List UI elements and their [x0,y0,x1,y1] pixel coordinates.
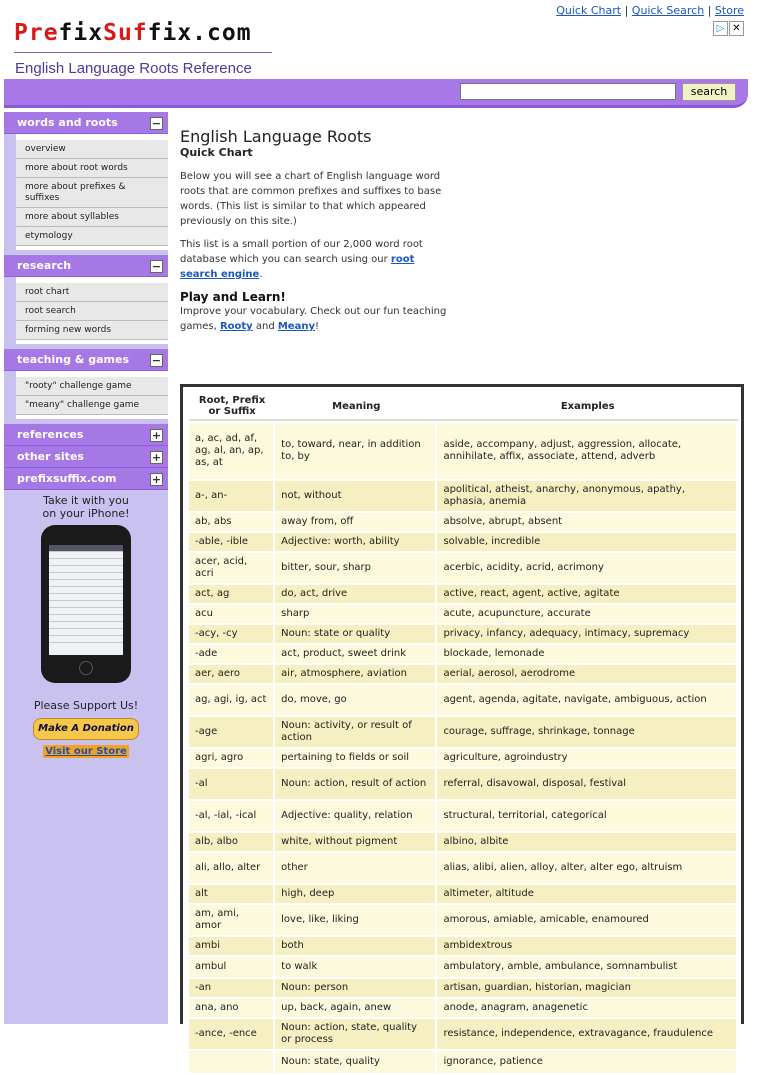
database-paragraph [180,237,452,282]
root-cell: -able, -ible [189,533,275,551]
sidebar-section-title: references [17,428,84,441]
logo-prefix-rest: fix [58,20,104,46]
root-cell: a, ac, ad, af, ag, al, an, ap, as, at [189,423,275,479]
play-and-learn-heading: Play and Learn! [180,290,286,304]
root-cell: agri, agro [189,749,275,767]
meaning-cell: high, deep [275,885,437,903]
sidebar-section-header[interactable] [4,349,168,371]
root-cell: ag, agi, ig, act [189,685,275,715]
table-row [189,481,738,511]
promo-line2: on your iPhone! [42,507,130,520]
root-cell: -acy, -cy [189,625,275,643]
sidebar-section-title: teaching & games [17,353,129,366]
search-input[interactable] [460,83,676,100]
search-button[interactable]: search [682,83,736,101]
sidebar-item[interactable]: root search [16,302,168,321]
meaning-cell: to, toward, near, in addition to, by [275,423,437,479]
site-tagline: English Language Roots Reference [15,60,252,77]
meaning-cell: Noun: activity, or result of action [275,717,437,747]
collapse-icon[interactable]: − [151,354,162,367]
screen-row [49,636,123,643]
examples-cell: apolitical, atheist, anarchy, anonymous, apathy, aphasia, anemia [437,481,738,511]
expand-icon[interactable]: + [151,473,162,486]
expand-icon[interactable]: + [151,429,162,442]
root-cell: -al [189,769,275,799]
root-cell: ambul [189,957,275,977]
root-cell: -ance, -ence [189,1019,275,1049]
meaning-cell: air, atmosphere, aviation [275,665,437,683]
rooty-link[interactable]: Rooty [219,321,253,332]
separator: | [624,4,629,17]
close-icon[interactable]: ✕ [729,21,744,36]
meaning-cell: Noun: action, state, quality or process [275,1019,437,1049]
roots-table [189,391,738,1075]
column-header: Meaning [275,393,437,421]
examples-cell: agriculture, agroindustry [437,749,738,767]
site-logo[interactable] [14,20,252,46]
text: and [252,321,278,332]
meaning-cell: to walk [275,957,437,977]
meaning-cell: white, without pigment [275,833,437,851]
roots-chart [180,384,744,1067]
meaning-cell: up, back, again, anew [275,999,437,1017]
root-cell: -al, -ial, -ical [189,801,275,831]
examples-cell: courage, suffrage, shrinkage, tonnage [437,717,738,747]
screen-row [49,566,123,573]
examples-cell: ambulatory, amble, ambulance, somnambulist [437,957,738,977]
examples-cell: amorous, amiable, amicable, enamoured [437,905,738,935]
visit-store-button[interactable]: Visit our Store [43,745,129,758]
examples-cell: aside, accompany, adjust, aggression, allocate, annihilate, affix, associate, attend, adverb [437,423,738,479]
examples-cell: alias, alibi, alien, alloy, alter, alter ego, altruism [437,853,738,883]
sidebar [4,112,168,1024]
ad-info-icon[interactable]: ▷ [713,21,728,36]
sidebar-item[interactable]: more about prefixes & suffixes [16,178,168,208]
meaning-cell: Noun: action, result of action [275,769,437,799]
meaning-cell: other [275,853,437,883]
root-cell: ana, ano [189,999,275,1017]
table-row [189,533,738,551]
meaning-cell: Adjective: worth, ability [275,533,437,551]
iphone-screen [49,545,123,655]
table-row [189,885,738,903]
table-row [189,423,738,479]
promo-line1: Take it with you [43,494,129,507]
table-row [189,513,738,531]
screen-row [49,552,123,559]
iphone-image[interactable] [41,525,131,683]
sidebar-section-header[interactable] [4,446,168,468]
root-cell: ab, abs [189,513,275,531]
meaning-cell: sharp [275,605,437,623]
root-cell: acu [189,605,275,623]
intro-paragraph: Below you will see a chart of English language word roots that are common prefixes and suffixes to base words. (This list is similar to that which appeared previously on this site.) [180,171,442,227]
table-row [189,801,738,831]
text: . [259,269,263,280]
column-header: Examples [437,393,738,421]
table-row [189,665,738,683]
sidebar-section-header[interactable] [4,424,168,446]
table-row [189,585,738,603]
sidebar-item[interactable]: more about root words [16,159,168,178]
logo-prefix: Pre [14,20,59,46]
page-subtitle: Quick Chart [180,146,253,159]
table-row [189,769,738,799]
sidebar-section-header[interactable] [4,112,168,134]
screen-row [49,615,123,622]
examples-cell: resistance, independence, extravagance, fraudulence [437,1019,738,1049]
meaning-cell: do, move, go [275,685,437,715]
table-row [189,979,738,997]
games-paragraph [180,304,452,334]
root-search-engine-link[interactable]: root search engine [180,254,415,280]
text: Improve your vocabulary. Check out our fun teaching games, [180,306,447,332]
examples-cell: acerbic, acidity, acrid, acrimony [437,553,738,583]
root-cell: ali, allo, alter [189,853,275,883]
sidebar-section-title: other sites [17,450,84,463]
root-cell: ambi [189,937,275,955]
table-row [189,999,738,1017]
table-row [189,553,738,583]
meany-link[interactable]: Meany [277,321,315,332]
sidebar-section-header[interactable] [4,255,168,277]
table-header-row [189,393,738,421]
screen-row [49,580,123,587]
root-cell: -ade [189,645,275,663]
table-row [189,905,738,935]
screen-row [49,601,123,608]
table-row [189,645,738,663]
sidebar-item[interactable]: root chart [16,283,168,302]
sidebar-item[interactable]: overview [16,140,168,159]
sidebar-section-header[interactable] [4,468,168,490]
examples-cell: active, react, agent, active, agitate [437,585,738,603]
root-cell: am, ami, amor [189,905,275,935]
examples-cell: structural, territorial, categorical [437,801,738,831]
screen-row [49,629,123,636]
meaning-cell: bitter, sour, sharp [275,553,437,583]
sidebar-section-title: words and roots [17,116,118,129]
table-row [189,685,738,715]
root-cell: act, ag [189,585,275,603]
examples-cell: acute, acupuncture, accurate [437,605,738,623]
sidebar-item[interactable]: more about syllables [16,208,168,227]
sidebar-section-items [16,371,168,419]
sidebar-section-title: prefixsuffix.com [17,472,117,485]
meaning-cell: Adjective: quality, relation [275,801,437,831]
screen-row [49,559,123,566]
examples-cell: blockade, lemonade [437,645,738,663]
examples-cell: absolve, abrupt, absent [437,513,738,531]
root-cell [189,1051,275,1073]
examples-cell: albino, albite [437,833,738,851]
text: This list is a small portion of our 2,000 word root database which you can search using our [180,239,423,265]
table-row [189,957,738,977]
sidebar-section-items [16,134,168,250]
screen-row [49,594,123,601]
root-cell: -an [189,979,275,997]
logo-suffix: Suf [103,20,148,46]
iphone-promo [4,494,168,758]
column-header: Root, Prefix or Suffix [189,393,275,421]
root-cell: aer, aero [189,665,275,683]
donate-button[interactable]: Make A Donation [33,718,139,740]
top-links [556,4,744,17]
sidebar-section-items [16,277,168,344]
examples-cell: solvable, incredible [437,533,738,551]
quick-search-link[interactable]: Quick Search [631,4,705,17]
examples-cell: artisan, guardian, historian, magician [437,979,738,997]
table-row [189,717,738,747]
meaning-cell: not, without [275,481,437,511]
screen-row [49,545,123,552]
screen-row [49,622,123,629]
main-content [180,127,452,342]
store-link[interactable]: Store [714,4,744,17]
root-cell: alb, albo [189,833,275,851]
sidebar-item[interactable]: forming new words [16,321,168,340]
table-row [189,749,738,767]
meaning-cell: act, product, sweet drink [275,645,437,663]
text: ! [314,321,319,332]
examples-cell: aerial, aerosol, aerodrome [437,665,738,683]
sidebar-item[interactable]: etymology [16,227,168,246]
screen-row [49,608,123,615]
sidebar-item[interactable]: "rooty" challenge game [16,377,168,396]
root-cell: alt [189,885,275,903]
examples-cell: ignorance, patience [437,1051,738,1073]
root-cell: -age [189,717,275,747]
sidebar-item[interactable]: "meany" challenge game [16,396,168,415]
meaning-cell: Noun: person [275,979,437,997]
support-text: Please Support Us! [33,699,139,712]
home-button-icon [79,661,93,675]
table-row [189,1051,738,1073]
screen-row [49,587,123,594]
sidebar-section-title: research [17,259,72,272]
table-row [189,625,738,643]
table-row [189,605,738,623]
table-row [189,937,738,955]
page-title: English Language Roots [180,127,372,146]
examples-cell: privacy, infancy, adequacy, intimacy, supremacy [437,625,738,643]
examples-cell: ambidextrous [437,937,738,955]
table-row [189,833,738,851]
meaning-cell: Noun: state or quality [275,625,437,643]
quick-chart-link[interactable]: Quick Chart [556,4,622,17]
meaning-cell: both [275,937,437,955]
screen-row [49,573,123,580]
meaning-cell: Noun: state, quality [275,1051,437,1073]
root-cell: a-, an- [189,481,275,511]
examples-cell: anode, anagram, anagenetic [437,999,738,1017]
root-cell: acer, acid, acri [189,553,275,583]
meaning-cell: do, act, drive [275,585,437,603]
collapse-icon[interactable]: − [151,260,162,273]
examples-cell: altimeter, altitude [437,885,738,903]
examples-cell: referral, disavowal, disposal, festival [437,769,738,799]
separator: | [707,4,712,17]
meaning-cell: love, like, liking [275,905,437,935]
examples-cell: agent, agenda, agitate, navigate, ambiguous, action [437,685,738,715]
ad-controls [713,21,744,36]
collapse-icon[interactable]: − [151,117,162,130]
logo-suffix-rest: fix.com [147,20,252,46]
logo-divider [14,52,272,53]
expand-icon[interactable]: + [151,451,162,464]
table-row [189,853,738,883]
meaning-cell: pertaining to fields or soil [275,749,437,767]
meaning-cell: away from, off [275,513,437,531]
